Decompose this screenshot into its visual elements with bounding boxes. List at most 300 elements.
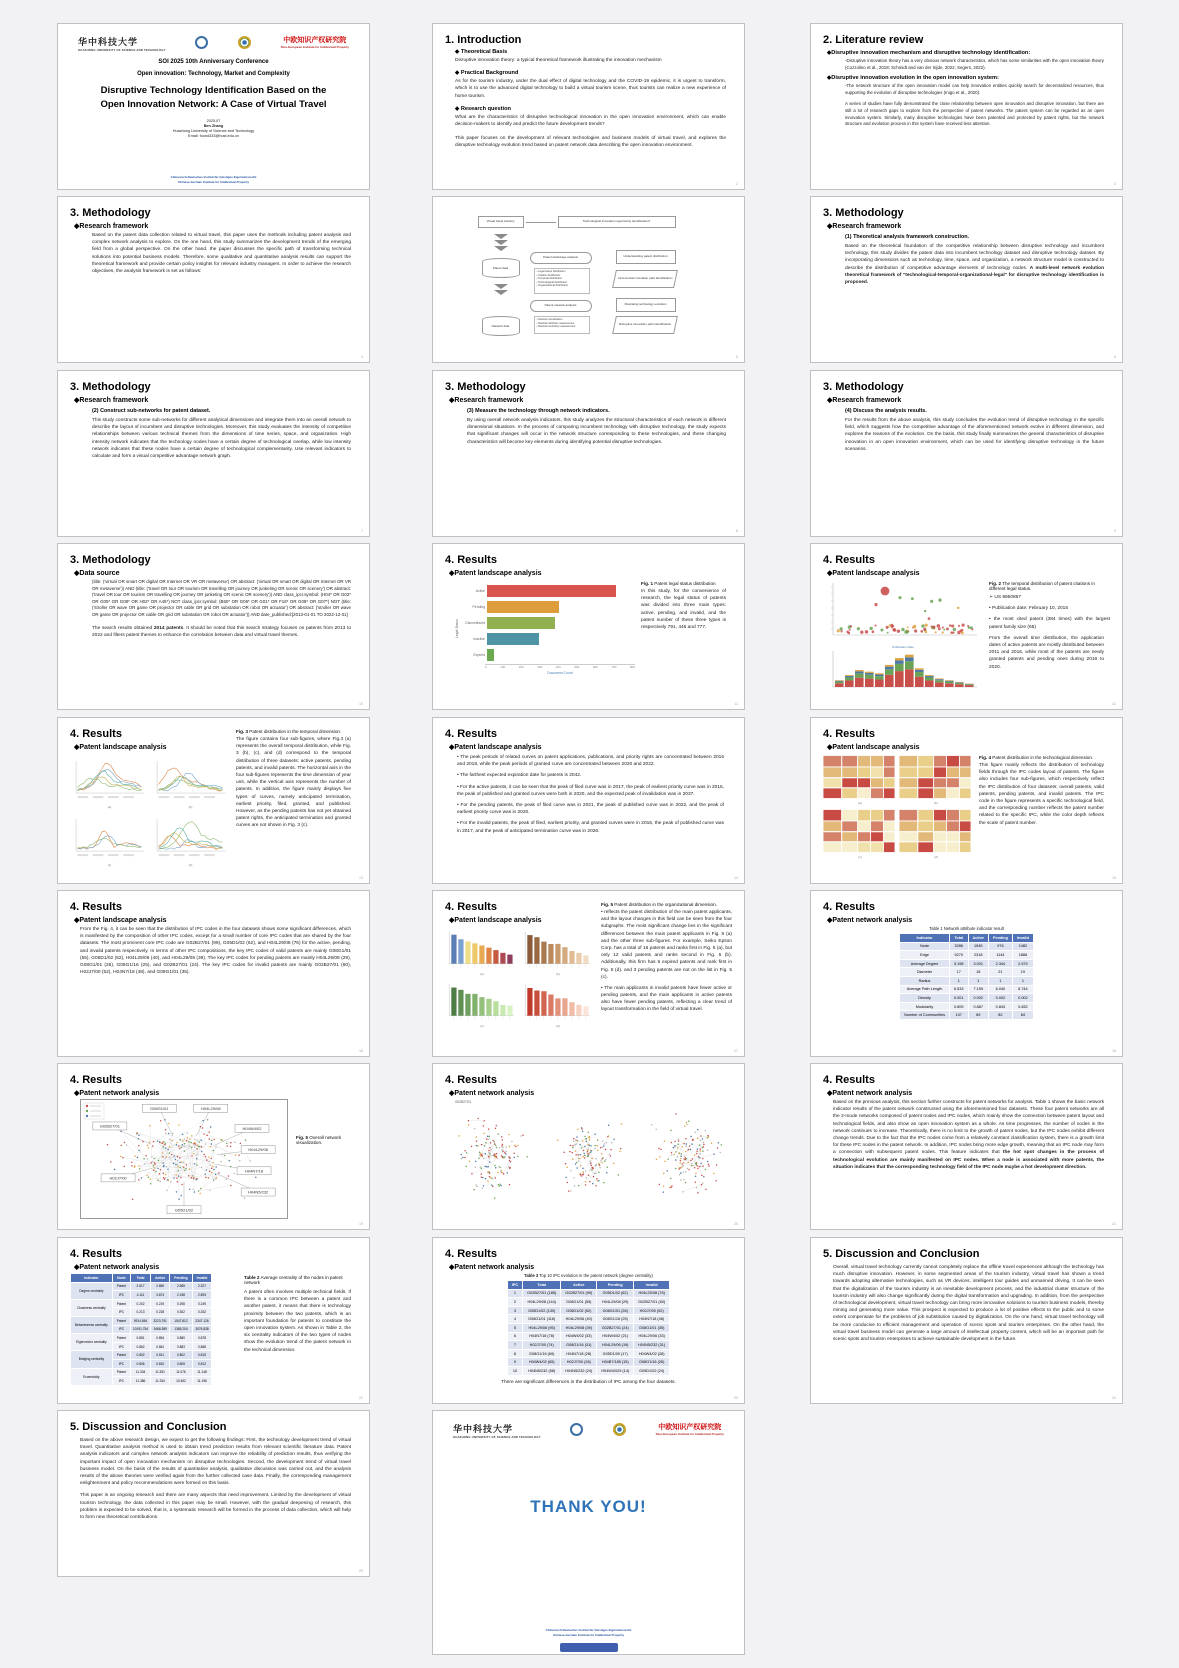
slide-results-organizational[interactable] xyxy=(432,890,745,1057)
slide-subheading: ◆Patent network analysis xyxy=(827,917,913,924)
slide-framework-diagram[interactable] xyxy=(432,196,745,363)
slide-subheading: ◆Research framework xyxy=(74,397,149,404)
chevron-down-icon xyxy=(494,246,508,251)
caption-number: Fig. 3 xyxy=(236,729,248,734)
lit-item-body: -The network structure of the open innovation model can help innovation entities quickly search for decentralized resources, thus supporting the evolution of disruptive technologies (Inigo et al., 2020). xyxy=(845,83,1104,95)
caption-text: Patent distribution in the organizational dimension. xyxy=(613,902,717,907)
slide-subheading: ◆Patent network analysis xyxy=(74,1090,160,1097)
subfigure-label: (a) xyxy=(858,801,862,805)
table1 xyxy=(837,933,1096,1020)
slide-introduction[interactable] xyxy=(432,23,745,190)
search-result xyxy=(92,625,351,639)
fig1-bar-row: Pending xyxy=(459,600,635,614)
section-label: ◆ Research question xyxy=(455,105,511,112)
fig1-bar xyxy=(487,649,494,661)
diagram-box-incremental xyxy=(612,270,678,288)
chevron-down-icon xyxy=(494,284,508,289)
subfigure-label: (d) xyxy=(188,863,193,867)
slide-discussion-2[interactable] xyxy=(57,1410,370,1577)
list-item: ➢ US 8950867 xyxy=(989,595,1022,600)
slide-heading: 2. Literature review xyxy=(823,34,924,46)
slide-subheading: ◆Research framework xyxy=(449,397,524,404)
slide-results-table3[interactable] xyxy=(432,1237,745,1404)
slide-methodology-4[interactable] xyxy=(810,370,1123,537)
subnetwork-graph-2 xyxy=(543,1101,635,1209)
section-label: ◆ Theoretical Basis xyxy=(455,49,508,55)
thank-you-text: THANK YOU! xyxy=(530,1497,647,1516)
slide-subheading: ◆Patent network analysis xyxy=(74,1264,160,1271)
slide-subheading: ◆Patent landscape analysis xyxy=(449,917,542,924)
slide-heading: 4. Results xyxy=(70,901,122,913)
slide-results-network-text[interactable] xyxy=(810,1063,1123,1230)
page-number: 9 xyxy=(1114,529,1116,533)
body-text-bold: the hot spot changes in the process of technological evolution are mainly manifested on IPC nodes. When a node is associated with more patents, the situation indicates that the corresponding technology field of the IPC node maybe a hot development direction. xyxy=(833,1150,1105,1170)
institute-seal-icon xyxy=(238,36,251,49)
slide-data-source[interactable] xyxy=(57,543,370,710)
fig1-xlabel: Document Count xyxy=(547,671,573,675)
slide-methodology-framework[interactable] xyxy=(57,196,370,363)
institute-name-en: Sino-European Institute for Intellectual Property xyxy=(280,45,349,49)
intro-section-practical xyxy=(445,70,732,100)
list-item: • Network centrality measurement xyxy=(537,325,587,329)
page-number: 10 xyxy=(359,702,363,706)
caption-number: Fig. 1 xyxy=(641,581,653,586)
page-number: 25 xyxy=(359,1569,363,1573)
slide-body: Based on the patent data collection related to virtual travel, this paper uses the methods including patent analysis and complex network analysis to explore. On the one hand, this study summarizes the development trends of the emerging field from a global perspective. On the other hand, the paper discusses the specific path of transforming technical solutions into potential business models. Therefore, some qualitative and quantitative analysis results can support the theoretical framework and provide certain policy insights for relevant industry managers. In order to achieve the research objectives, the analysis framework is set as follows: xyxy=(92,233,351,274)
subfigure-label: (a) xyxy=(480,972,484,976)
presentation-date: 2025.07 xyxy=(206,118,221,123)
caption-text: Top 10 IPC evolution in the patent network (degree centrality) xyxy=(538,1273,653,1278)
caption-number: Table 2 xyxy=(244,1275,260,1280)
slide-heading: 3. Methodology xyxy=(823,381,904,393)
slide-heading: 4. Results xyxy=(445,1074,497,1086)
slide-heading: 3. Methodology xyxy=(70,207,151,219)
slide-heading: 4. Results xyxy=(823,554,875,566)
slide-subheading: ◆Research framework xyxy=(827,223,902,230)
fig3-line-chart-d xyxy=(151,811,227,863)
fig2-scatter-plot xyxy=(823,579,981,645)
list-item: • For the pending patents, the peak of filed curve was in 2021, the peak of published curve was in 2022, and the peak of earliest priority curve was in 2020. xyxy=(457,802,724,816)
page-number: 2 xyxy=(736,182,738,186)
body-text-bold: A multi-level network evolution theoretical framework of "technological-temporal-organizational-legal" for disruptive technology identification is proposed. xyxy=(845,265,1104,285)
list-item: • Publication date: February 10, 2015 xyxy=(989,606,1069,612)
lit-closing: A series of studies have fully demonstrated the close relationship between open innovation and disruptive innovation, but there are still a lot of research gaps to explore from the perspective of patent networks. The patent system can be regarded as an open innovation system. Similarly, many disruptive technologies have been patented and protected by patent rights, but the network structure and evolution process in this system have received less attention. xyxy=(845,101,1104,127)
subfigure-label: (b) xyxy=(556,972,560,976)
page-number: 16 xyxy=(359,1049,363,1053)
subnetwork-graph-3 xyxy=(640,1101,732,1209)
fig4-treemap-c xyxy=(823,807,895,855)
slide-results-table1[interactable] xyxy=(810,890,1123,1057)
table2-caption xyxy=(244,1275,357,1285)
network-caption xyxy=(296,1135,357,1145)
slide-subheading: ◆Patent network analysis xyxy=(449,1090,535,1097)
list-item: • For the active patents, it can be seen that the peak of filed curve was in 2017, the peak of earliest priority curve was in 2016, the peak of published and granted curves were both in 2020, and the expected peak of invalidation was in 2037. xyxy=(457,784,724,797)
svg-text:G08G1/01: G08G1/01 xyxy=(150,1105,169,1111)
research-framework-diagram xyxy=(464,210,714,350)
svg-text:H04L29/06: H04L29/06 xyxy=(248,1147,268,1153)
list-item: • Temporal distribution xyxy=(537,277,587,281)
page-number: 8 xyxy=(736,529,738,533)
body-text: Based on the theoretical foundation of the competitive relationship between disruptive technology and incumbent technology, this study divides the patent data into incumbent technology dataset and disruptive technology dataset. By incorporating dimensions such as technology, time, space, and organization, a network structure model is constructed to describe the distribution of competitive advantage elements of technology nodes. xyxy=(845,244,1104,271)
university-seal-icon xyxy=(570,1423,583,1436)
fig2-caption xyxy=(989,581,1110,591)
slide-body: For the results from the above analysis, this study concludes the evolution trend of disruptive technology in the specific field, which suggests how the competitive advantage of the aforementioned network evolve in different dimension, and explores the reasons of the evolution. On the basis, this study finally summarizes the general characteristics of disruptive innovation in an open innovation environment, which can be used for identifying disruptive technology in the future scenarios. xyxy=(845,418,1104,452)
page-number: 6 xyxy=(1114,355,1116,359)
slide-thank-you[interactable] xyxy=(432,1410,745,1655)
fig3-line-chart-a xyxy=(70,753,146,805)
slide-results-table2[interactable] xyxy=(57,1237,370,1404)
university-logo xyxy=(453,1422,541,1439)
slide-body xyxy=(833,1099,1104,1171)
fig4-treemap-d xyxy=(899,807,971,855)
slide-point: (4) Discuss the analysis results. xyxy=(845,408,927,414)
slide-results-subnetworks[interactable] xyxy=(432,1063,745,1230)
caption-number: Fig. 4 xyxy=(979,755,991,760)
slide-results-technological[interactable] xyxy=(810,717,1123,884)
fig1-chart: Legal Status Active Pending Discontinued Inactive Expired 0 100 200 300 400 500 600 700 800 Document Count xyxy=(455,582,635,675)
fig2-histogram xyxy=(823,649,981,691)
slide-heading: 4. Results xyxy=(445,901,497,913)
body-text: Based on the previous analysis, this section further constructs for patent networks for analysis. Table 1 shows the basic network indicator results of the patent network constructed using the aforementioned four datasets. These four patent networks are all the 2-mode networks composed of patent nodes and IPC nodes, which mainly show the connection between patent layout and technological fields, and also show an open innovation system as a whole. As time progresses, the number of nodes in the network continues to increase. Theoretically, there is no limit to the growth of patent nodes, but the IPC nodes exhibit different change trends. Due to the fact that the IPC nodes come from a relatively constant classification system, there is a growth limit for these IPC nodes in the patent network. In addition, IPC nodes bring more edge growth, meaning that an IPC node may form a connection with subsequent patent nodes. This feature indicates that xyxy=(833,1100,1104,1156)
fig1-body: In this study, for the convenience of research, the legal status of patents was divided into three main types: active, pending, and invalid, and the patent number of these three types is respectively 791, 446 and 777. xyxy=(641,589,726,630)
fig1-bar xyxy=(487,617,555,629)
slide-discussion-1[interactable] xyxy=(810,1237,1123,1404)
diagram-box-illustrating: Illustrating technology evolution xyxy=(616,298,676,312)
list-item: • The main applicants in invalid patents have fewer active or pending patents, and the main applicants in active patents also have fewer pending patents, reflecting a clear trend of layout transformation in the field of virtual travel. xyxy=(601,985,732,1013)
diagram-oval-network-analysis: Patent network analysis xyxy=(530,300,592,312)
caption-number: Fig. 2 xyxy=(989,581,1001,586)
page-number: 22 xyxy=(359,1396,363,1400)
diagram-oval-landscape-analysis: Patent landscape analysis xyxy=(530,252,592,264)
fig4-caption xyxy=(979,755,1110,760)
fig5-bars-d xyxy=(521,978,591,1024)
chevron-down-icon xyxy=(494,240,508,245)
author-email: Email: found333@hust.edu.cn xyxy=(188,133,239,138)
diagram-box-industry: Virtual travel industry xyxy=(478,216,524,228)
institute-name-cn: 中欧知识产权研究院 xyxy=(658,1424,722,1431)
list-item: • Legal status distribution xyxy=(537,270,587,274)
caption-text: Average centrality of the nodes in patent network xyxy=(244,1275,343,1285)
slide-body: By using overall network analysis indicators, this study analyzes the structural characteristics of each network in different dimensional situations. In the process of comparing incumbent technology with disruptive technology, the study expects that significant changes will occur in the network structure corresponding to these technologies, and these changing characteristics will become key elements during identifying potential disruptive technologies. xyxy=(467,418,726,445)
diagram-box-question: Technological innovation opportunity identification? xyxy=(558,216,676,228)
page-number: 21 xyxy=(1112,1222,1116,1226)
list-item: • Technological distribution xyxy=(537,281,587,285)
institute-name-en: Sino-European Institute for Intellectual Property xyxy=(655,1432,724,1436)
fig5-caption xyxy=(601,902,732,907)
institute-logo xyxy=(656,1422,724,1436)
svg-text:H04N5/232: H04N5/232 xyxy=(248,1189,269,1195)
page-number: 20 xyxy=(734,1222,738,1226)
caption-number: Table 3 xyxy=(524,1273,539,1278)
slide-subheading: ◆Patent network analysis xyxy=(449,1264,535,1271)
fig4-treemap-a xyxy=(823,753,895,801)
fig2-scatter-xlabel: Publication Date xyxy=(892,645,914,649)
slide-body: Overall, virtual travel technology currently cannot completely replace the offline travel experiences although the technology has much disruptive innovation. However, in some segmented areas of the tourism industry, virtual travel has shown a trend towards adopting alternative technologies, such as VR devices, intelligent tour guides and unmanned driving. It can be seen that the digitalization of the tourism industry is an inevitable development process, and the industrial cluster structure of the tourism industry will also change significantly during the digital transformation and upgrading. In addition, from the perspective of technological development, virtual travel technology can bring more innovative solutions to tourism business models, thereby mining and generating more value. This prospect is expected to produce a lot of positive effects to the public and to some extent compensate for the problems of job substitution caused by digitalization. On the one hand, virtual travel technology will be more conducive to efficient management and operation of scenic spots and tourism enterprises. On the other hand, the virtual travel business model can generate a large amount of intellectual property content, which will be an important path for scenic spots and tourism enterprises to achieve sustainable development in the future. xyxy=(833,1265,1104,1342)
diagram-box-incremental-label: Incremental innovation path identification xyxy=(617,276,672,281)
slide-point: (1) Theoretical analysis framework construction. xyxy=(845,234,970,240)
table1-caption: Table 1 Network attribute indicator result xyxy=(929,926,1004,931)
list-item: • the most cited patent (384 times) with the largest patent family size (65) xyxy=(989,617,1110,630)
fig1-bar-row: Active xyxy=(459,584,635,598)
list-item: • Network visualization xyxy=(537,318,587,322)
slide-title-page[interactable] xyxy=(57,23,370,190)
list-item: • Network attribute measurement xyxy=(537,322,587,326)
result-text: The search results obtained xyxy=(92,625,154,631)
fig3-caption xyxy=(236,729,357,734)
fig1-bar-row: Expired xyxy=(459,648,635,662)
slide-heading: 4. Results xyxy=(823,901,875,913)
slide-results-network-visualization[interactable] xyxy=(57,1063,370,1230)
table2 xyxy=(70,1273,238,1386)
slide-methodology-1[interactable] xyxy=(810,196,1123,363)
section-label: ◆ Practical Background xyxy=(455,70,519,77)
page-number: 4 xyxy=(361,355,363,359)
page-number: 19 xyxy=(359,1222,363,1226)
fig5-bars-c xyxy=(445,978,515,1024)
caption-number: Fig. 5 xyxy=(601,902,613,907)
slide-body xyxy=(845,243,1104,286)
slide-subheading: ◆Patent network analysis xyxy=(827,1090,913,1097)
chevron-down-icon xyxy=(494,234,508,239)
diagram-box-understanding: Understanding patent distribution xyxy=(616,250,676,264)
page-number: 7 xyxy=(361,529,363,533)
subfigure-label: (b) xyxy=(188,805,193,809)
lit-item-label: ◆Disruptive innovation evolution in the open innovation system: xyxy=(827,75,999,82)
diagram-arrow xyxy=(526,222,556,223)
fig1-bar-row: Discontinued xyxy=(459,616,635,630)
fig2-charts xyxy=(823,579,983,691)
intro-section-theoretical xyxy=(445,49,732,64)
caption-text: Overall network visualization. xyxy=(296,1135,342,1145)
slide-body-1: Based on the above research design, we expect to get the following findings: First, the technology development trend of virtual travel. Quantitative analysis method is used to obtain trend prediction results from relevant scientific literature data. Patent analysis indicators and complex network analysis indicators can improve the reliability of prediction results, thus verifying the important impact of open innovation mechanism on disruptive technologies. Second, the development trend of virtual travel business model. On the basis of the results of quantitative analysis, qualitative discussion was carried out, and the analysis results of the above theories were verified again from the further collected case data. Finally, the corresponding management enlightenment and policy recommendations were formed on this basis. xyxy=(80,1438,351,1487)
fig2-body: From the overall time distribution, the application dates of active patents are mostly distributed between 2011 and 2016, while most of the patents are newly granted patents and pending ones during 2016 to 2020. xyxy=(989,635,1104,670)
subnetwork-label: G02B27/01 xyxy=(455,1100,472,1104)
thankyou-header xyxy=(453,1422,724,1439)
fig5-bar-charts xyxy=(445,926,595,1028)
title-header xyxy=(78,35,349,52)
page-number: 23 xyxy=(734,1396,738,1400)
list-item: • For the invalid patents, the peak of filed, earliest priority, and granted curves were in 2016, the peak of published curve was in 2017, and the peak of anticipated termination curve was in 2026. xyxy=(457,821,724,834)
result-text: . It should be noted that this search strategy focuses on patents from 2013 to 2022 and filters patent themes to enhance the correlation between data and virtual travel themes. xyxy=(92,625,351,638)
fig4-body: This figure mainly reflects the distribution of technology fields through the IPC codes layout of patents. The figure also includes four sub-figures, which respectively reflect the IPC distribution of four datasets: overall patents, valid patents, pending patents, and invalid patents. The IPC code in the figure represents a specific technological field, and the corresponding number reflects the patent number related to the specific IPC, while the color depth reflects the scale of patent number. xyxy=(979,763,1104,826)
university-logo xyxy=(78,35,166,52)
slide-methodology-2[interactable] xyxy=(57,370,370,537)
institute-logo xyxy=(281,35,349,49)
slide-subheading: ◆Data source xyxy=(74,570,120,577)
author-affiliation: Huazhong University of Science and Technology xyxy=(172,128,255,133)
fig2-bullets xyxy=(989,594,1110,631)
slide-results-citations[interactable] xyxy=(810,543,1123,710)
fig5-bars-a xyxy=(445,926,515,972)
slide-heading: 4. Results xyxy=(445,554,497,566)
page-number: 24 xyxy=(1112,1396,1116,1400)
university-name-en: HUAZHONG UNIVERSITY OF SCIENCE AND TECHNOLOGY xyxy=(78,48,166,52)
slide-heading: 4. Results xyxy=(70,728,122,740)
data-table: Indicator Total Active Pending Invalid Node 3286 1545 976 1482 Edge 5270 2318 1144 1888 Average Degree 3.198 3.001 2.344 2.579 Diameter 17 18 21 19 Radius 1 1 1 1 Average Path Length 6.533 7.159 6.040 6.744 Density 0.001 0.002 0.002 0.002 Modularity 0.809 0.887 0.843 0.832 Number of Communities 107 69 82 84 xyxy=(899,933,1034,1020)
intro-closing: This paper focuses on the development of relevant technologies and business models of virtual travel, and explores the disruptive technology evolution trend based on patent network data describing the open innovation environment. xyxy=(455,136,726,149)
findings-bullets xyxy=(457,754,724,835)
subnetwork-graph-1 xyxy=(445,1101,537,1209)
slide-heading: 3. Methodology xyxy=(70,381,151,393)
conference-name: SOI 2025 10th Anniversary Conference xyxy=(158,59,269,65)
slide-results-temporal[interactable] xyxy=(57,717,370,884)
slide-subheading: ◆Patent landscape analysis xyxy=(74,744,167,751)
fig4-treemaps xyxy=(823,753,973,859)
slide-heading: 5. Discussion and Conclusion xyxy=(823,1248,980,1260)
slide-subheading: ◆Patent landscape analysis xyxy=(74,917,167,924)
slide-subheading: ◆Patent landscape analysis xyxy=(827,744,920,751)
slide-results-legal-status[interactable] xyxy=(432,543,745,710)
institute-footer-en: Chinese-German Institute for Intellectual Property xyxy=(552,1633,624,1638)
conference-theme: Open innovation: Technology, Market and Complexity xyxy=(137,71,290,77)
author-name: Ben Zhang xyxy=(203,123,224,128)
slide-subheading: ◆Research framework xyxy=(827,397,902,404)
list-item: • Organizational distribution xyxy=(537,284,587,288)
subnetwork-graphs xyxy=(445,1101,732,1209)
fig1-ylabel: Legal Status xyxy=(455,619,459,638)
slide-body-2: This paper is an ongoing research and there are many aspects that need improvement. Limited by the development of virtual tourism technology, the data collected in this paper may be small. However, with the gradual deepening of research, this problem is expected to be solved, that is, a systematic research will be formed in the process of data collection, which will help to form new theoretical contributions. xyxy=(80,1493,351,1520)
slide-subheading: ◆Research framework xyxy=(74,223,149,230)
slide-subheading: ◆Patent landscape analysis xyxy=(449,744,542,751)
subfigure-label: (b) xyxy=(934,801,938,805)
institute-footer xyxy=(58,175,369,185)
subfigure-label: (c) xyxy=(107,863,112,867)
institute-name-cn: 中欧知识产权研究院 xyxy=(283,37,347,44)
data-table: IPC Total Active Pending Invalid 1 G02B27/01 (185) G02B27/01 (99) G05D1/02 (62) H04L29/08 (76) 2 H04L29/08 (144) G08G1/01 (55) H04L29/08 (29) G02B27/01 (60) 3 G05D1/02 (130) G05D1/02 (52) G08G1/01 (26) H02J7/00 (52) 4 G08G1/01 (116) H04L29/06 (40) G08G1/16 (25) H04N7/18 (48) 5 H04L29/06 (95) H04L29/08 (39) G02B27/01 (24) G08G1/01 (35) 6 H04N7/18 (78) H04W4/02 (33) H04W4/02 (21) H04L29/06 (33) 7 H02J7/00 (74) G08G1/16 (31) H04L29/06 (19) H04N5/232 (31) 8 G08G1/16 (69) H04N7/18 (28) G05D1/00 (17) H04W4/02 (28) 9 H04W4/02 (65) H02J7/00 (26) H04B7/185 (15) G08G1/16 (26) 10 H04N5/232 (58) H04N5/232 (24) H04W4/029 (14) G05D1/02 (24) xyxy=(507,1280,670,1376)
caption-text: Patent legal status distribution xyxy=(653,581,716,586)
overall-network-graph xyxy=(80,1099,288,1219)
institute-footer xyxy=(433,1628,744,1638)
list-item: • Citation distribution xyxy=(537,274,587,278)
diagram-cylinder-network-data: Network data xyxy=(482,316,520,336)
lit-item-body: -Disruptive innovation theory has a very obvious network characteristics, which has some similarities with the open innovation theory (Cozzolino et al., 2018; Schmidt and van der Sijde, 2022; Segers, 2022). xyxy=(845,58,1104,70)
page-number: 17 xyxy=(734,1049,738,1053)
diagram-list-landscape xyxy=(534,268,590,294)
table3-caption xyxy=(445,1273,732,1278)
list-item: • reflects the patent distribution of the main patent applicants, and the layout changes in this field can be seen from the four subgraphs. The most significant change lies in the significant differences between the main patent applicants in Fig. 5 (a) and the other three sub-figures. For example, Seiko Epson Corp. has a total of 16 patents and ranks first in Fig. 5 (a), but only 12 valid patents and ranks second in Fig. 5 (b). Additionally, this firm has 6 expired patents and rank first in Fig. 5 (d), and 3 pending patents are not on the list in Fig. 5 (c). xyxy=(601,910,732,980)
subfigure-label: (d) xyxy=(556,1024,560,1028)
subfigure-label: (c) xyxy=(480,1024,484,1028)
page-number: 12 xyxy=(1112,702,1116,706)
search-query: (title: ('virtual OR smart OR digital OR Internet OR VR OR metaverse') OR abstract: ('virtual OR smart OR digital OR Internet OR VR OR metaverse')) AND (title: ('travel OR tour OR tourism OR travelling OR journey OR junketing OR scenic OR scenery') OR abstract: ('travel OR tour OR tourism OR travelling OR journey OR junketing OR scenic OR scenery')) AND class_ipcr.symbol: (H04* OR G02* OR G05* OR G08* OR H02* OR A45*) NOT class_ipcr.symbol: (B60* OR G06* OR G01* OR F16* OR G09* OR G07*) NOT (title: ('stroller OR wave OR game OR projector OR cable OR grid OR substation OR robot OR actuator') OR abstract: ('stroller OR wave OR game OR projector OR cable OR grid OR substation OR robot OR actuator')) AND date_published:[2013-01-01 TO 2022-12-31] xyxy=(92,579,351,618)
fig1-bar xyxy=(487,633,539,645)
fig3-body: The figure contains four sub-figures, where Fig.3 (a) represents the overall temporal distribution, while Fig. 3 (b), (c), and (d) correspond to the temporal distribution of three datasets: active patents, pending patents, and invalid patents. The horizontal axis in the four sub-figures represents the time dimension of year unit, while the vertical axis represents the number of patents. In addition, the figure mainly displays five types of curves, namely anticipated termination, earliest priority, filed, granted, and published. However, as the pending patents has not yet obtained patent rights, the anticipated termination and granted curves are not shown in Fig. 3 (c). xyxy=(236,737,351,829)
diagram-cylinder-patent-data: Patent data xyxy=(482,258,520,278)
section-body: Disruptive innovation theory: a typical theoretical framework illustrating the innovation mechanism xyxy=(455,58,662,63)
fig1-bar-row: Inactive xyxy=(459,632,635,646)
slide-heading: 4. Results xyxy=(70,1248,122,1260)
table3 xyxy=(455,1280,722,1376)
table2-body: A patent often involves multiple technical fields. If there is a common IPC between a patent and another patent, it means that there is technology proximity between the two patents, which is an important foundation for patents to constitute the open innovation system. As shown in Table 2, the six centrality indicators of the two types of nodes show the evolution trend of the patent network in the technical dimension. xyxy=(244,1290,351,1353)
university-seal-icon xyxy=(195,36,208,49)
fig1-bar xyxy=(487,585,616,597)
intro-section-question xyxy=(445,106,732,128)
list-item: • The farthest expected expiration date for patents is 2042. xyxy=(457,773,582,779)
caption-text: Patent distribution in the technological dimension. xyxy=(991,755,1094,760)
page-number: 13 xyxy=(359,876,363,880)
svg-text:G05D1/02: G05D1/02 xyxy=(174,1207,194,1213)
fig4-treemap-b xyxy=(899,753,971,801)
page-number: 5 xyxy=(736,355,738,359)
list-item: • The peak periods of related curves on patent applications, publications, and priority rights are concentrated between 2016 and 2018, while the peak periods of granted curve are concentrated between 2020 and 2022. xyxy=(457,755,724,768)
svg-text:H04L29/08: H04L29/08 xyxy=(200,1105,221,1111)
slide-heading: 3. Methodology xyxy=(70,554,151,566)
slide-results-ipc-codes[interactable] xyxy=(57,890,370,1057)
slide-heading: 3. Methodology xyxy=(823,207,904,219)
fig1-caption xyxy=(641,581,732,586)
institute-seal-icon xyxy=(613,1423,626,1436)
svg-text:H04N7/18: H04N7/18 xyxy=(245,1168,264,1174)
institute-footer-en: Chinese-German Institute for Intellectual Property xyxy=(177,180,249,185)
caption-text: The temporal distribution of patent citations in different legal status. xyxy=(989,581,1095,591)
slide-body: This study constructs some sub-networks for different analytical dimensions and integrate them into an overall network to describe the layout of incumbent and disruptive technologies. Moreover, this study evaluates the intensity of competitive relationships between various technical themes from the dimensions of time series, space, and organization. High intensity network indicates that the technology nodes have a certain degree of technological overlap, while low intensity network indicates that these nodes have a certain degree of technological complementarity. Use relevant indicators to calculate and form a visual competitive advantage network graph. xyxy=(92,418,351,459)
page-number: 11 xyxy=(734,702,738,706)
fig5-bars-b xyxy=(521,926,591,972)
slide-subheading: ◆Patent landscape analysis xyxy=(827,570,920,577)
university-name-cn: 华中科技大学 xyxy=(453,1425,514,1435)
slide-heading: 4. Results xyxy=(823,1074,875,1086)
diagram-box-disruptive xyxy=(612,316,678,334)
footer-logo-box xyxy=(560,1643,618,1652)
page-number: 14 xyxy=(734,876,738,880)
subfigure-label: (d) xyxy=(934,855,938,859)
slide-results-findings[interactable] xyxy=(432,717,745,884)
result-count: 2014 patents xyxy=(153,625,184,631)
svg-text:G02B27/01: G02B27/01 xyxy=(99,1123,120,1129)
svg-text:H02J7/00: H02J7/00 xyxy=(109,1175,127,1181)
table3-footnote: There are significant differences in the distribution of IPC among the four datasets. xyxy=(501,1379,676,1385)
fig3-line-chart-b xyxy=(151,753,227,805)
slide-heading: 3. Methodology xyxy=(445,381,526,393)
fig1-bar xyxy=(487,601,559,613)
chevron-down-icon xyxy=(494,290,508,295)
subfigure-label: (c) xyxy=(858,855,862,859)
university-name-en: HUAZHONG UNIVERSITY OF SCIENCE AND TECHNOLOGY xyxy=(453,1435,541,1439)
slide-subheading: ◆Patent landscape analysis xyxy=(449,570,542,577)
slide-heading: 5. Discussion and Conclusion xyxy=(70,1421,227,1433)
data-table: Indicator Node Total Active Pending Invalid Degree centrality Patent 2.617 2.850 2.565 2.327 IPC 4.111 3.874 2.158 2.893 Closeness centrality Patent 0.202 0.219 0.298 0.249 IPC 0.213 0.228 0.302 0.262 Betweenness centrality Patent 5914.654 3223.791 1547.812 2347.126 IPC 10191.754 3468.389 1365.204 3076.838 Eigenvector centrality Patent 0.851 0.854 0.880 0.878 IPC 0.862 0.861 0.883 0.868 Bridging centrality Patent 0.802 0.811 0.802 0.815 IPC 0.806 0.810 0.805 0.812 Eccentricity Patent 11.334 11.531 11.076 11.148 IPC 11.386 11.334 10.452 11.196 xyxy=(70,1273,212,1386)
fig3-line-charts xyxy=(70,753,230,867)
university-name-cn: 华中科技大学 xyxy=(78,38,139,48)
presentation-title: Disruptive Technology Identification Based on the Open Innovation Network: A Case of Virtual Travel xyxy=(100,85,327,111)
slide-point: (3) Measure the technology through network indicators. xyxy=(467,408,610,414)
fig5-bullets xyxy=(601,909,732,1014)
slide-point: (2) Construct sub-networks for patent dataset. xyxy=(92,408,211,414)
slide-heading: 4. Results xyxy=(70,1074,122,1086)
slide-heading: 1. Introduction xyxy=(445,34,522,46)
page-number: 18 xyxy=(1112,1049,1116,1053)
section-body: As for the tourism industry, under the dual effect of digital technology and the COVID-19 epidemic, it is urgent to transform, which is to use the advanced digital technology to build a virtual tourism scene, thus tourists can realize a new experience of home tourism. xyxy=(455,79,726,99)
section-body: What are the characteristics of disruptive technological innovation in the open innovation environment, which can enable decision-makers to identify and predict the future development trends? xyxy=(455,114,726,127)
slide-methodology-3[interactable] xyxy=(432,370,745,537)
institute-footer-de: Chinesisch-Deutsches Institut für Geistiges Eigentumsrecht xyxy=(170,175,257,180)
slide-heading: 4. Results xyxy=(445,1248,497,1260)
slide-heading: 4. Results xyxy=(823,728,875,740)
caption-number: Fig. 5 xyxy=(296,1135,308,1140)
fig3-line-chart-c xyxy=(70,811,146,863)
caption-text: Patent distribution in the temporal dimension. xyxy=(248,729,342,734)
diagram-list-network xyxy=(534,316,590,334)
institute-footer-de: Chinesisch-Deutsches Institut für Geistiges Eigentumsrecht xyxy=(545,1628,632,1633)
lit-item-label: ◆Disruptive innovation mechanism and disruptive technology identification: xyxy=(827,50,1031,56)
slide-literature-review[interactable] xyxy=(810,23,1123,190)
page-number: 3 xyxy=(1114,182,1116,186)
slide-heading: 4. Results xyxy=(445,728,497,740)
svg-text:H04W4/02: H04W4/02 xyxy=(242,1125,262,1131)
slide-body: From the Fig. 4, it can be seen that the distribution of IPC codes in the four datasets shows some significant differences, which is manifested by the composition of other IPC codes, except for a small number of core IPC codes that are shared by the four datasets. The most prominent core IPC code are G02B27/01 (99), G05D1/02 (62), and H04L29/08 (76) for the active, pending, and invalid patents respectively. In terms of other IPC compositions, the key IPC codes of valid patents are mainly G08G1/01 (55), G05D1/02 (52), H04L29/06 (40), and H04L29/08 (39). The key IPC codes for pending patents are mainly H04L29/08 (29), G08G1/01 (26), G08G1/16 (25), and G02B27/01 (24). The key IPC codes for invalid patents are mainly G02B27/01 (60), H02J7/00 (52), H04N7/18 (48), and G08G1/01 (35). xyxy=(80,927,351,976)
subfigure-label: (a) xyxy=(107,805,112,809)
page-number: 15 xyxy=(1112,876,1116,880)
